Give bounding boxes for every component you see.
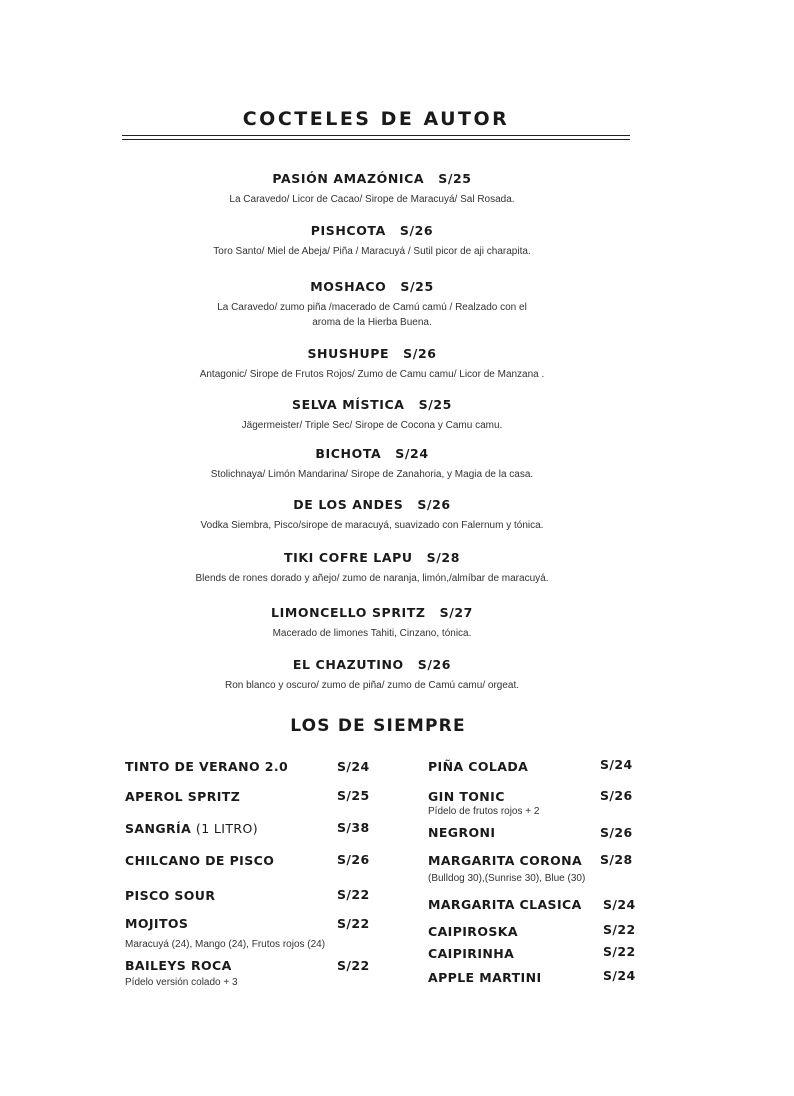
classic-price: S/38 — [337, 820, 370, 835]
cocktail-description: Ron blanco y oscuro/ zumo de piña/ zumo de Camú camu/ orgeat. — [224, 680, 520, 691]
divider-bottom — [122, 139, 630, 140]
cocktail-price: S/25 — [400, 279, 434, 294]
cocktail-price: S/25 — [418, 397, 452, 412]
classic-name: MARGARITA CLASICA — [428, 897, 582, 912]
cocktail-price: S/24 — [395, 446, 429, 461]
cocktail-item — [0, 605, 744, 641]
cocktail-name: DE LOS ANDES — [293, 497, 404, 512]
cocktail-name: BICHOTA — [315, 446, 382, 461]
cocktail-name: TIKI COFRE LAPU — [283, 550, 413, 565]
classic-name: PIÑA COLADA — [428, 759, 529, 774]
classic-price: S/22 — [603, 944, 636, 959]
classic-note: (Bulldog 30),(Sunrise 30), Blue (30) — [428, 873, 586, 884]
cocktail-name: PISHCOTA — [310, 223, 386, 238]
cocktail-price: S/26 — [403, 346, 437, 361]
cocktail-name: LIMONCELLO SPRITZ — [271, 605, 426, 620]
classic-price: S/22 — [337, 958, 370, 973]
classic-price: S/22 — [337, 916, 370, 931]
cocktail-name: SELVA MÍSTICA — [292, 397, 405, 412]
classic-price: S/28 — [600, 852, 633, 867]
classic-name: MOJITOS — [125, 916, 189, 931]
cocktail-description: La Caravedo/ zumo piña /macerado de Camú camú / Realzado con el — [217, 302, 527, 313]
cocktail-price: S/27 — [439, 605, 473, 620]
cocktail-item — [0, 346, 744, 382]
section-title-cocteles: COCTELES DE AUTOR — [242, 108, 510, 130]
classic-name: CAIPIROSKA — [428, 924, 518, 939]
cocktail-item — [0, 446, 744, 482]
classic-name: CHILCANO DE PISCO — [125, 853, 275, 868]
cocktail-description: Macerado de limones Tahiti, Cinzano, tónica. — [272, 628, 472, 639]
classic-price: S/26 — [600, 788, 633, 803]
classic-name: BAILEYS ROCA — [125, 958, 232, 973]
classic-price: S/26 — [337, 852, 370, 867]
cocktail-name: PASIÓN AMAZÓNICA — [272, 171, 425, 186]
section-title-los-de-siempre: LOS DE SIEMPRE — [290, 716, 466, 736]
cocktail-item — [0, 550, 744, 586]
classic-price: S/22 — [337, 887, 370, 902]
classic-name: APPLE MARTINI — [428, 970, 542, 985]
classic-name-suffix: (1 LITRO) — [195, 821, 259, 836]
cocktail-item — [0, 279, 744, 330]
cocktail-description: aroma de la Hierba Buena. — [312, 317, 432, 328]
classic-name-main: SANGRÍA — [125, 821, 192, 836]
classic-name: CAIPIRINHA — [428, 946, 515, 961]
classic-price: S/26 — [600, 825, 633, 840]
cocktail-item — [0, 223, 744, 259]
cocktail-name: EL CHAZUTINO — [292, 657, 404, 672]
cocktail-item — [0, 497, 744, 533]
cocktail-price: S/28 — [426, 550, 461, 565]
cocktail-price: S/26 — [417, 497, 451, 512]
cocktail-description: Vodka Siembra, Pisco/sirope de maracuyá, suavizado con Falernum y tónica. — [200, 520, 544, 531]
classic-name: GIN TONIC — [428, 789, 505, 804]
cocktail-price: S/25 — [438, 171, 472, 186]
classic-name — [125, 821, 258, 836]
classic-price: S/22 — [603, 922, 636, 937]
classic-note: Pídelo de frutos rojos + 2 — [428, 806, 540, 817]
cocktail-item — [0, 171, 744, 207]
cocktail-description: Antagonic/ Sirope de Frutos Rojos/ Zumo de Camu camu/ Licor de Manzana . — [199, 369, 545, 380]
classic-note: Pídelo versión colado + 3 — [125, 977, 238, 988]
cocktail-price: S/26 — [399, 223, 434, 238]
classic-name: MARGARITA CORONA — [428, 853, 583, 868]
cocktail-name: MOSHACO — [310, 279, 387, 294]
cocktail-item — [0, 397, 744, 433]
classic-price: S/24 — [603, 968, 636, 983]
divider-top — [122, 135, 630, 136]
cocktail-price: S/26 — [417, 657, 452, 672]
classic-price: S/24 — [337, 759, 370, 774]
classic-price: S/25 — [337, 788, 370, 803]
classic-name: NEGRONI — [428, 825, 496, 840]
cocktail-description: Blends de rones dorado y añejo/ zumo de naranja, limón,/almíbar de maracuyá. — [195, 573, 549, 584]
cocktail-description: Toro Santo/ Miel de Abeja/ Piña / Maracuyá / Sutil picor de aji charapita. — [213, 246, 531, 257]
classic-price: S/24 — [603, 897, 636, 912]
classic-note: Maracuyá (24), Mango (24), Frutos rojos (24) — [125, 939, 326, 950]
cocktail-description: La Caravedo/ Licor de Cacao/ Sirope de Maracuyá/ Sal Rosada. — [229, 194, 515, 205]
classic-price: S/24 — [600, 757, 633, 772]
cocktail-description: Jägermeister/ Triple Sec/ Sirope de Cocona y Camu camu. — [241, 420, 503, 431]
classic-name: PISCO SOUR — [125, 888, 216, 903]
cocktail-name: SHUSHUPE — [307, 346, 390, 361]
cocktail-description: Stolichnaya/ Limón Mandarina/ Sirope de Zanahoria, y Magia de la casa. — [210, 469, 534, 480]
classic-name: APEROL SPRITZ — [125, 789, 241, 804]
cocktail-item — [0, 657, 744, 693]
classic-name: TINTO DE VERANO 2.0 — [125, 759, 289, 774]
